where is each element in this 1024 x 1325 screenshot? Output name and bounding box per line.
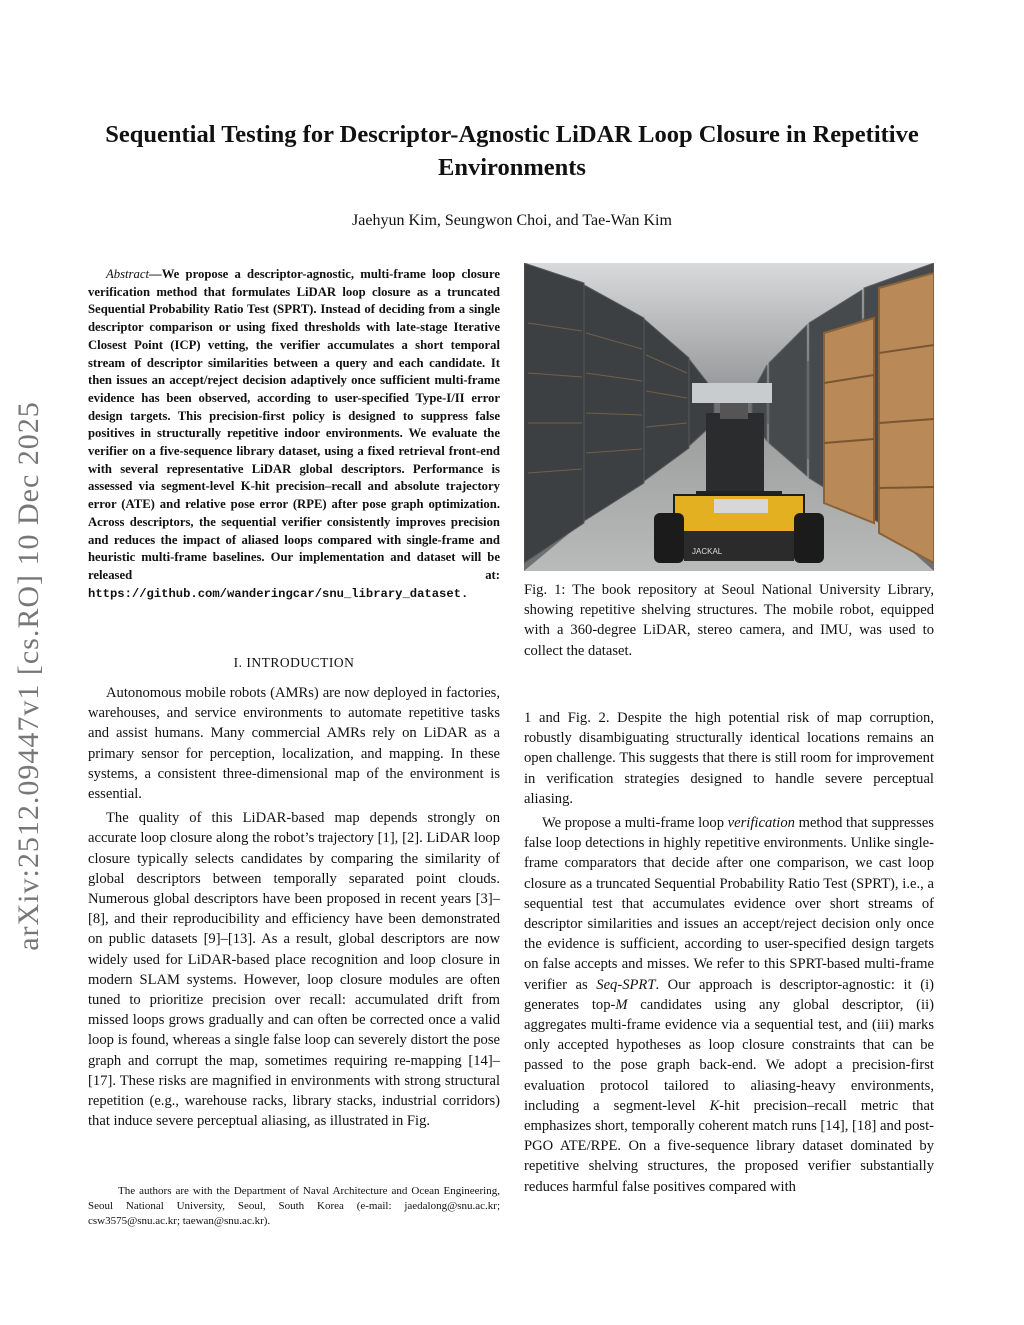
library-robot-illustration [524, 263, 934, 571]
section-heading: I. INTRODUCTION [233, 655, 355, 670]
abstract-text: We propose a descriptor-agnostic, multi-frame loop closure verification method that formulates LiDAR loop closure as a truncated Sequential Probability Ratio Test (SPRT). Instead of deciding from a single descriptor comparison or using fixed thresholds with late-stage Iterative Closest Point (ICP) vetting, the verifier accumulates a short temporal stream of descriptor similarities between a query and each candidate. It then issues an accept/reject decision adaptively once sufficient multi-frame evidence has been observed, according to user-specified Type-I/II error design targets. This precision-first policy is designed to suppress false positives in structurally repetitive indoor environments. We evaluate the verifier on a five-sequence library dataset, using a fixed retrieval front-end with several representative LiDAR global descriptors. Performance is assessed via segment-level K-hit precision–recall and absolute trajectory error (ATE) and relative pose error (RPE) after pose graph optimization. Across descriptors, the sequential verifier consistently improves precision and reduces the impact of aliased loops compared with single-frame and heuristic multi-frame baselines. Our implementation and dataset will be released at: [88, 267, 500, 582]
p2-emphasis-seq-sprt: Seq-SPRT [596, 976, 656, 993]
p2-part-c: . Our approach is descriptor-agnostic: it (i) generates top- [524, 976, 934, 1013]
intro-paragraph-2: The quality of this LiDAR-based map depends strongly on accurate loop closure along the robot’s trajectory [1], [2]. LiDAR loop closure typically selects candidates by comparing the similarity of global descriptors between temporally separated point clouds. Numerous global descriptors have been proposed in recent years [3]–[8], and their reproducibility and efficiency have been demonstrated on public datasets [9]–[13]. As a result, global descriptors are now widely used for LiDAR-based place recognition and loop closure in modern SLAM systems. However, loop closure modules are often tuned to prioritize precision over recall: accumulated drift from missed loops grows gradually and can often be corrected once a valid loop is found, whereas a single false loop can severely distort the pose graph and corrupt the map, sometimes requiring re-mapping [14]–[17]. These risks are magnified in environments with strong structural repetition (e.g., warehouse racks, library stacks, industrial corridors) that induce severe perceptual aliasing, as illustrated in Fig. [88, 810, 500, 1130]
abstract-label: Abstract [106, 267, 149, 281]
footnote-text: The authors are with the Department of Naval Architecture and Ocean Engineering, Seoul National University, Seoul, South Korea (e-mail: jaedalong@snu.ac.kr; csw3575@snu.ac.kr; taewan@snu.ac.kr). [88, 1185, 500, 1227]
p2-part-e: -hit precision–recall metric that emphasizes short, temporally coherent match runs [14], [18] and post-PGO ATE/RPE. On a five-sequence library dataset dominated by repetitive shelving structures, the proposed verifier substantially reduces harmful false positives compared with [524, 1097, 935, 1195]
abstract [88, 266, 500, 603]
p2-part-a: We propose a multi-frame loop [542, 815, 728, 832]
p2-emphasis-verification: verification [727, 815, 795, 832]
p2-math-k: K [709, 1097, 720, 1114]
figure-caption: Fig. 1: The book repository at Seoul National University Library, showing repetitive shelving structures. The mobile robot, equipped with a 360-degree LiDAR, stereo camera, and IMU, was used to collect the dataset. [524, 582, 934, 659]
abstract-dash: — [149, 267, 162, 281]
right-paragraph-1: 1 and Fig. 2. Despite the high potential risk of map corruption, robustly disambiguating structurally identical locations remains an open challenge. This suggests that there is still room for improvement in verification strategies designed to handle severe perceptual aliasing. [524, 710, 934, 807]
arxiv-stamp: arXiv:2512.09447v1 [cs.RO] 10 Dec 2025 [12, 401, 45, 951]
figure-library-photo [524, 263, 934, 571]
footnote [88, 1184, 500, 1229]
paper-title: Sequential Testing for Descriptor-Agnostic LiDAR Loop Closure in Repetitive Environments [105, 121, 919, 181]
p2-part-d: candidates using any global descriptor, (ii) aggregates multi-frame evidence via a sequential test, and (iii) marks only accepted hypotheses as loop closure constraints that can be passed to the pose graph back-end. We adopt a precision-first evaluation protocol tailored to aliasing-heavy environments, including a segment-level [524, 996, 934, 1114]
introduction-text [88, 683, 500, 1135]
p2-math-m: M [615, 996, 628, 1013]
right-paragraph-2 [524, 813, 934, 1197]
robot-label: JACKAL [692, 547, 723, 556]
p2-part-b: method that suppresses false loop detections in highly repetitive environments. Unlike single-frame comparators that decide after one comparison, we cast loop closure as a truncated Sequential Probability Ratio Test (SPRT), i.e., a sequential test that accumulates evidence over short streams of descriptor similarities and issues an accept/reject decision only once the evidence is sufficient, according to user-specified design targets on false accepts and misses. We refer to this SPRT-based multi-frame verifier as [524, 815, 934, 993]
right-column-text [524, 708, 934, 1201]
paper-authors: Jaehyun Kim, Seungwon Choi, and Tae-Wan Kim [352, 212, 672, 229]
dataset-url[interactable]: https://github.com/wanderingcar/snu_library_dataset. [88, 586, 469, 601]
intro-paragraph-1: Autonomous mobile robots (AMRs) are now deployed in factories, warehouses, and service environments to automate repetitive tasks and assist humans. Many commercial AMRs rely on LiDAR as a primary sensor for perception, localization, and mapping. In these systems, a consistent three-dimensional map of the environment is essential. [88, 685, 500, 803]
